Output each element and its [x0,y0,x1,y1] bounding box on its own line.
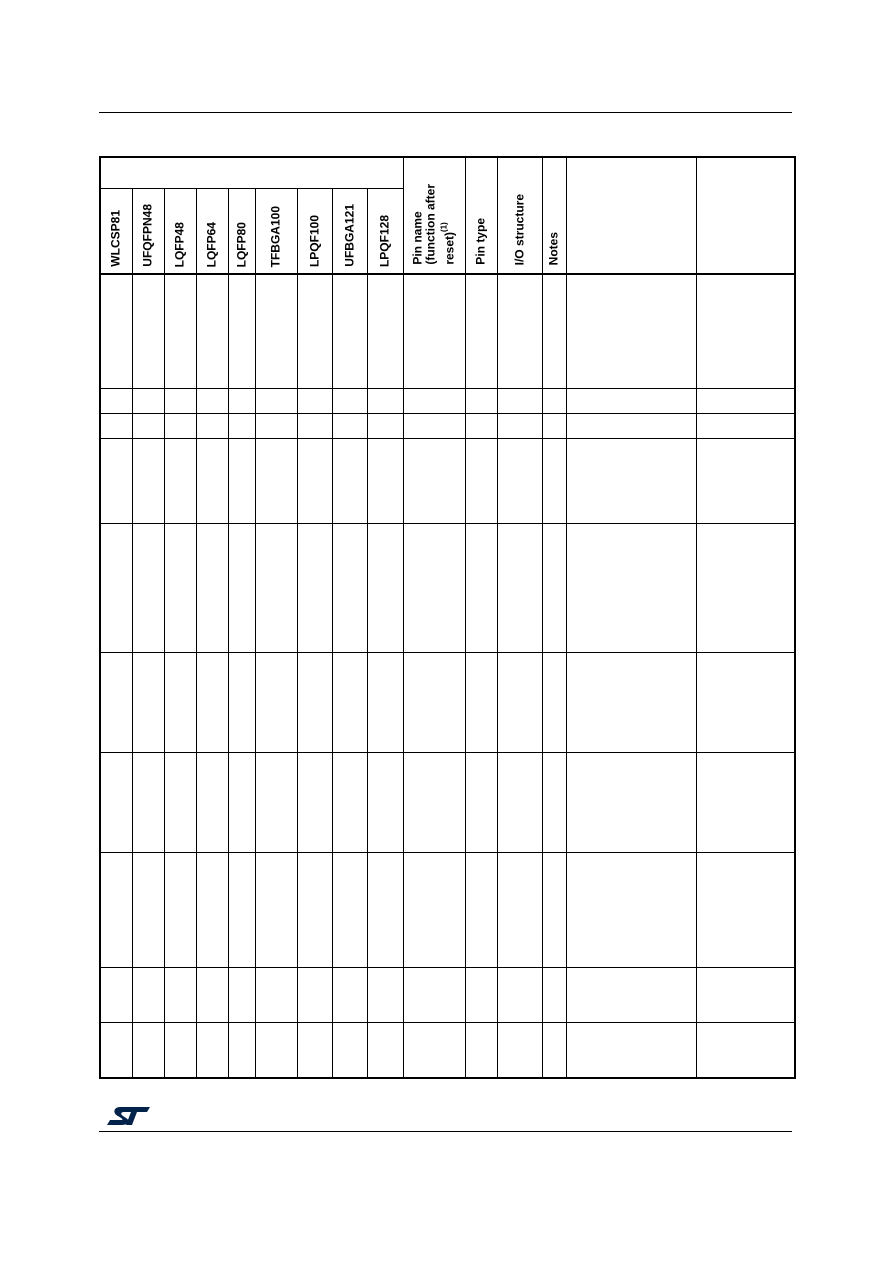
table-cell [196,968,228,1023]
package-header-ufbga121 [332,189,367,275]
footnote-ref: (1) [439,222,449,233]
table-cell [497,414,542,439]
table-cell [297,274,332,389]
table-cell [696,389,795,414]
table-row [100,968,795,1023]
table-cell [132,968,164,1023]
package-label: WLCSP81 [108,210,123,267]
footer-rule [99,1131,792,1132]
table-cell [332,753,367,853]
table-cell [497,274,542,389]
table-cell [465,274,497,389]
table-cell [403,653,465,753]
table-cell [132,524,164,653]
table-cell [542,653,566,753]
table-cell [196,753,228,853]
table-cell [164,968,196,1023]
table-cell [696,439,795,524]
table-cell [255,653,297,753]
table-cell [297,524,332,653]
table-cell [497,1023,542,1079]
table-cell [696,524,795,653]
io-structure-header [497,157,542,274]
table-cell [497,524,542,653]
table-cell [497,439,542,524]
package-label: LQFP48 [172,221,187,267]
table-cell [255,968,297,1023]
table-cell [132,653,164,753]
table-cell [465,653,497,753]
table-cell [228,439,255,524]
table-cell [196,1023,228,1079]
table-cell [164,524,196,653]
table-cell [196,853,228,968]
table-cell [132,753,164,853]
package-label: LQFP64 [204,221,219,267]
table-cell [228,1023,255,1079]
table-row [100,1023,795,1079]
table-cell [465,439,497,524]
table-cell [332,414,367,439]
package-group-cell [100,157,403,189]
table-cell [465,1023,497,1079]
table-row [100,853,795,968]
table-cell [196,274,228,389]
table-cell [132,414,164,439]
table-cell [164,439,196,524]
table-cell [228,389,255,414]
table-cell [566,274,696,389]
table-cell [465,968,497,1023]
table-cell [228,274,255,389]
table-row [100,414,795,439]
table-cell [497,968,542,1023]
table-cell [696,853,795,968]
pinout-table [99,156,796,1079]
table-cell [566,439,696,524]
table-cell [100,1023,132,1079]
table-row [100,389,795,414]
additional-functions-header [696,157,795,274]
alternate-functions-header [566,157,696,274]
table-cell [332,389,367,414]
table-cell [164,389,196,414]
table-cell [196,524,228,653]
table-cell [367,524,403,653]
table-cell [542,414,566,439]
table-cell [465,853,497,968]
table-cell [542,389,566,414]
table-cell [497,653,542,753]
package-header-ufqfpn48 [132,189,164,275]
table-cell [100,389,132,414]
table-cell [542,439,566,524]
table-cell [100,524,132,653]
table-cell [332,274,367,389]
pin-name-header [403,157,465,274]
table-cell [297,389,332,414]
table-cell [255,853,297,968]
table-cell [542,753,566,853]
table-cell [297,853,332,968]
table-cell [566,389,696,414]
package-label: LPQF100 [307,214,321,267]
notes-label: Notes [546,231,561,265]
table-cell [566,524,696,653]
table-cell [696,1023,795,1079]
table-cell [255,439,297,524]
table-cell [164,653,196,753]
table-cell [367,968,403,1023]
table-cell [297,1023,332,1079]
table-cell [542,524,566,653]
table-row [100,439,795,524]
table-cell [367,274,403,389]
table-row [100,524,795,653]
table-cell [403,853,465,968]
table-cell [255,274,297,389]
table-cell [465,753,497,853]
table-cell [297,414,332,439]
table-cell [566,853,696,968]
table-cell [497,389,542,414]
table-cell [403,524,465,653]
table-cell [255,753,297,853]
table-cell [297,968,332,1023]
table-cell [332,853,367,968]
table-cell [367,753,403,853]
table-cell [255,524,297,653]
package-group-row [100,157,795,189]
table-cell [465,524,497,653]
table-cell [367,653,403,753]
table-cell [228,753,255,853]
table-cell [542,968,566,1023]
table-cell [367,414,403,439]
table-cell [465,414,497,439]
table-cell [566,414,696,439]
io-structure-label: I/O structure [512,193,527,265]
table-cell [696,753,795,853]
st-logo-icon [106,1104,152,1128]
table-cell [542,1023,566,1079]
table-cell [403,414,465,439]
table-cell [132,853,164,968]
table-cell [403,753,465,853]
table-cell [228,853,255,968]
table-cell [403,274,465,389]
table-cell [196,653,228,753]
table-cell [297,653,332,753]
package-header-lqfp64 [196,189,228,275]
table-cell [332,1023,367,1079]
table-cell [566,968,696,1023]
table-row [100,274,795,389]
table-cell [164,753,196,853]
table-cell [196,389,228,414]
header-rule [99,112,792,113]
table-cell [367,389,403,414]
table-cell [403,1023,465,1079]
table-cell [542,274,566,389]
table-cell [132,439,164,524]
table-cell [367,853,403,968]
pin-type-header [465,157,497,274]
table-cell [164,853,196,968]
table-cell [566,753,696,853]
table-row [100,653,795,753]
package-header-lqfp80 [228,189,255,275]
table-cell [164,274,196,389]
table-cell [100,439,132,524]
table-cell [696,653,795,753]
package-header-lpqf128 [367,189,403,275]
table-cell [164,414,196,439]
table-cell [228,524,255,653]
table-cell [332,653,367,753]
table-cell [332,439,367,524]
pinout-table-body [100,274,795,1078]
table-cell [100,753,132,853]
table-cell [100,274,132,389]
table-cell [196,414,228,439]
package-header-wlcsp81 [100,189,132,275]
table-row [100,753,795,853]
table-cell [228,968,255,1023]
package-label: LQFP80 [234,221,248,267]
table-cell [100,853,132,968]
table-cell [100,968,132,1023]
pin-name-label: Pin name (function after reset)$^{(1)}$ [410,184,457,265]
table-cell [403,968,465,1023]
table-cell [696,414,795,439]
table-cell [100,653,132,753]
pin-type-label: Pin type [473,218,488,265]
table-cell [196,439,228,524]
table-cell [132,1023,164,1079]
table-cell [132,274,164,389]
table-cell [542,853,566,968]
table-cell [332,524,367,653]
table-cell [403,439,465,524]
table-cell [696,274,795,389]
table-cell [297,439,332,524]
table-cell [132,389,164,414]
package-header-tfbga100 [255,189,297,275]
table-cell [100,414,132,439]
table-cell [255,414,297,439]
table-cell [332,968,367,1023]
table-cell [566,1023,696,1079]
table-cell [696,968,795,1023]
table-cell [403,389,465,414]
package-header-lqfp48 [164,189,196,275]
table-cell [228,653,255,753]
package-label: UFQFPN48 [140,204,155,267]
table-cell [255,389,297,414]
package-header-lpqf100 [297,189,332,275]
table-cell [566,653,696,753]
table-cell [164,1023,196,1079]
table-cell [228,414,255,439]
table-cell [367,1023,403,1079]
notes-header [542,157,566,274]
table-cell [367,439,403,524]
table-cell [497,853,542,968]
table-cell [465,389,497,414]
table-cell [497,753,542,853]
package-label: LPQF128 [377,214,392,267]
table-cell [255,1023,297,1079]
package-label: TFBGA100 [268,205,283,267]
package-label: UFBGA121 [342,204,356,267]
table-cell [297,753,332,853]
